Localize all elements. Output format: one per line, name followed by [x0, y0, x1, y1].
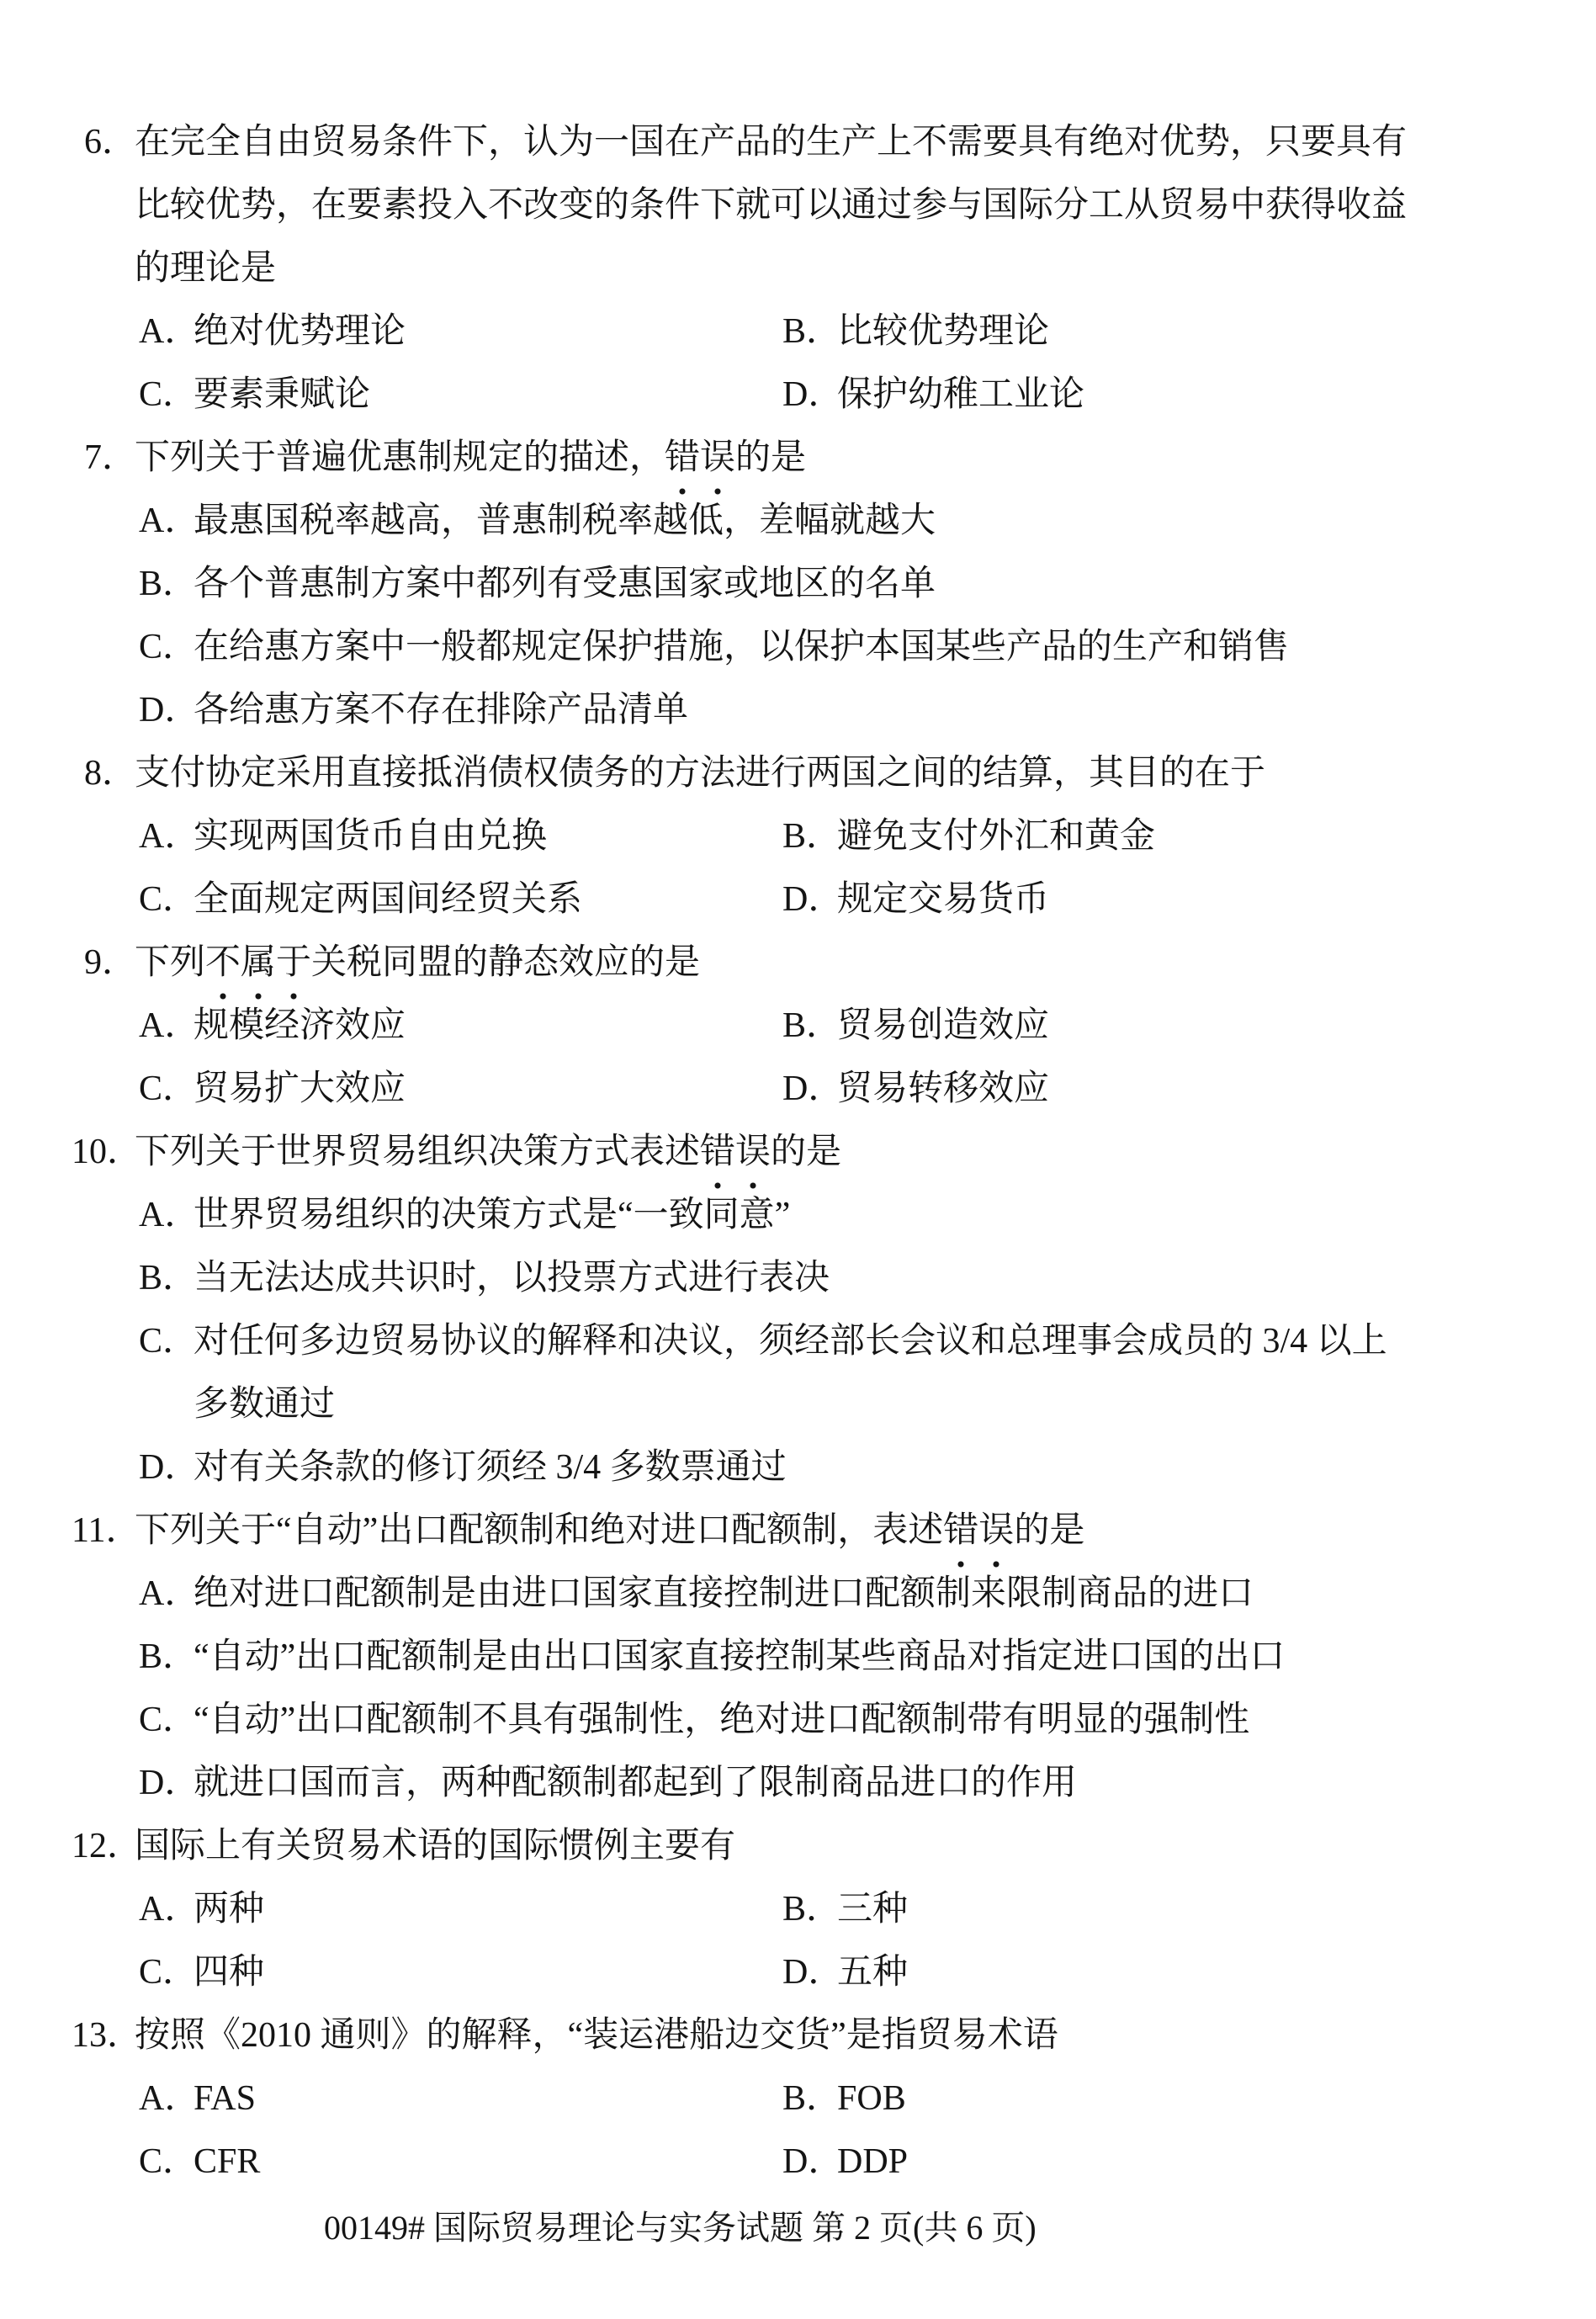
question-6-stem-line-1: [0, 111, 1596, 174]
option-text: 对任何多边贸易协议的解释和决议，须经部长会议和总理事会成员的 3/4 以上: [194, 1322, 1387, 1361]
option-letter: B．: [782, 817, 842, 856]
question-stem: 支付协定采用直接抵消债权债务的方法进行两国之间的结算，其目的在于: [135, 754, 1266, 793]
option-letter: C．: [139, 880, 199, 919]
question-11-option-c: [0, 1689, 1596, 1752]
option-text: 三种: [837, 1890, 909, 1929]
option-letter: C．: [139, 1701, 199, 1739]
option-text: DDP: [837, 2142, 909, 2181]
question-9-options-ab: [0, 995, 1596, 1058]
option-a: [139, 805, 782, 868]
question-10-option-a: [0, 1184, 1596, 1247]
question-number: 6．: [84, 123, 138, 162]
question-number: 11．: [72, 1511, 141, 1550]
emphasized-text: 不属于: [205, 943, 312, 982]
question-9: [0, 931, 1596, 1121]
question-11-stem: [0, 1499, 1596, 1563]
option-text: 四种: [194, 1953, 265, 1992]
question-number: 9．: [84, 943, 138, 982]
option-letter: A．: [139, 501, 200, 540]
option-text: FOB: [837, 2079, 906, 2118]
option-d: [782, 880, 1049, 919]
option-text: 对有关条款的修订须经 3/4 多数票通过: [194, 1448, 787, 1487]
question-7: [0, 427, 1596, 742]
option-letter: D．: [139, 1764, 200, 1802]
option-letter: D．: [139, 691, 200, 730]
option-text: 最惠国税率越高，普惠制税率越低，差幅就越大: [194, 501, 936, 540]
option-text: 贸易扩大效应: [194, 1069, 406, 1108]
option-a: [139, 2067, 782, 2131]
question-10-option-d: [0, 1436, 1596, 1499]
question-12: [0, 1815, 1596, 2004]
option-d: [782, 1953, 908, 1992]
question-6: [0, 111, 1596, 427]
option-text: “自动”出口配额制是由出口国家直接控制某些商品对指定进口国的出口: [194, 1637, 1286, 1676]
option-text: 规定交易货币: [837, 880, 1050, 919]
option-text: 保护幼稚工业论: [837, 375, 1085, 414]
question-number: 7．: [84, 438, 138, 477]
question-13-options-cd: [0, 2131, 1596, 2194]
option-text: 就进口国而言，两种配额制都起到了限制商品进口的作用: [194, 1764, 1078, 1802]
option-text: 在给惠方案中一般都规定保护措施，以保护本国某些产品的生产和销售: [194, 628, 1290, 666]
option-text: FAS: [194, 2079, 256, 2118]
option-text: 避免支付外汇和黄金: [837, 817, 1156, 856]
option-letter: C．: [139, 2142, 199, 2181]
option-letter: D．: [782, 375, 844, 414]
option-text: 贸易创造效应: [837, 1006, 1050, 1045]
option-letter: A．: [139, 2079, 200, 2118]
question-11-option-d: [0, 1752, 1596, 1815]
option-c: [139, 1058, 782, 1121]
emphasized-text: 错误: [700, 1133, 771, 1171]
question-stem: 下列关于普遍优惠制规定的描述，错误的是: [135, 438, 807, 477]
option-letter: C．: [139, 1953, 199, 1992]
option-d: [782, 375, 1084, 414]
option-letter: D．: [139, 1448, 200, 1487]
option-letter: D．: [782, 2142, 844, 2181]
question-8-options-cd: [0, 868, 1596, 931]
option-b: [782, 2079, 906, 2118]
question-number: 8．: [84, 754, 138, 793]
question-13-options-ab: [0, 2067, 1596, 2131]
option-text: 要素秉赋论: [194, 375, 371, 414]
option-text: 当无法达成共识时，以投票方式进行表决: [194, 1259, 830, 1297]
option-text: “自动”出口配额制不具有强制性，绝对进口配额制带有明显的强制性: [194, 1701, 1250, 1739]
option-text: 贸易转移效应: [837, 1069, 1050, 1108]
option-letter: B．: [782, 1006, 842, 1045]
question-7-option-b: [0, 553, 1596, 616]
option-d: [782, 1069, 1049, 1108]
option-letter: C．: [139, 628, 199, 666]
option-c: [139, 364, 782, 427]
option-letter: C．: [139, 375, 199, 414]
option-b: [782, 312, 1049, 351]
question-13-stem: [0, 2004, 1596, 2067]
option-letter: A．: [139, 1574, 200, 1613]
option-c: [139, 2131, 782, 2194]
option-text: 绝对进口配额制是由进口国家直接控制进口配额制来限制商品的进口: [194, 1574, 1254, 1613]
option-letter: D．: [782, 880, 844, 919]
option-letter: B．: [139, 1637, 199, 1676]
question-number: 10．: [72, 1133, 143, 1171]
option-letter: B．: [782, 2079, 842, 2118]
page-footer: 00149# 国际贸易理论与实务试题 第 2 页(共 6 页): [324, 2209, 1037, 2247]
option-letter: C．: [139, 1322, 199, 1361]
option-letter: B．: [782, 312, 842, 351]
question-6-options-ab: [0, 300, 1596, 364]
question-10-option-b: [0, 1247, 1596, 1310]
question-8: [0, 742, 1596, 931]
question-9-stem: [0, 931, 1596, 995]
question-stem: 按照《2010 通则》的解释，“装运港船边交货”是指贸易术语: [135, 2016, 1058, 2055]
option-d: [782, 2142, 908, 2181]
option-c: [139, 868, 782, 931]
question-11: [0, 1499, 1596, 1815]
option-letter: C．: [139, 1069, 199, 1108]
question-7-option-c: [0, 616, 1596, 679]
option-letter: A．: [139, 1196, 200, 1234]
question-6-stem-line-3: 的理论是: [135, 249, 277, 288]
question-10-stem: [0, 1121, 1596, 1184]
question-stem: 国际上有关贸易术语的国际惯例主要有: [135, 1827, 736, 1865]
question-6-options-cd: [0, 364, 1596, 427]
option-letter: A．: [139, 312, 200, 351]
option-a: [139, 1878, 782, 1941]
option-a: [139, 300, 782, 364]
question-stem: 下列关于世界贸易组织决策方式表述错误的是: [135, 1133, 842, 1171]
question-12-options-cd: [0, 1941, 1596, 2004]
question-10-option-c-line-2: 多数通过: [194, 1385, 336, 1424]
option-b: [782, 1890, 908, 1929]
option-text: 五种: [837, 1953, 909, 1992]
option-text: 规模经济效应: [194, 1006, 406, 1045]
question-10: [0, 1121, 1596, 1499]
option-text: 各给惠方案不存在排除产品清单: [194, 691, 689, 730]
question-stem: 下列不属于关税同盟的静态效应的是: [135, 943, 701, 982]
question-stem: 在完全自由贸易条件下，认为一国在产品的生产上不需要具有绝对优势，只要具有: [135, 123, 1408, 162]
option-text: CFR: [194, 2142, 261, 2181]
option-text: 各个普惠制方案中都列有受惠国家或地区的名单: [194, 565, 936, 603]
question-7-option-a: [0, 490, 1596, 553]
option-b: [782, 1006, 1049, 1045]
question-stem: 下列关于“自动”出口配额制和绝对进口配额制，表述错误的是: [135, 1511, 1085, 1550]
exam-body: [0, 111, 1596, 2194]
option-b: [782, 817, 1155, 856]
option-letter: B．: [782, 1890, 842, 1929]
option-c: [139, 1941, 782, 2004]
option-letter: A．: [139, 817, 200, 856]
option-text: 绝对优势理论: [194, 312, 406, 351]
question-number: 13．: [72, 2016, 143, 2055]
option-text: 两种: [194, 1890, 265, 1929]
emphasized-text: 错误: [665, 438, 736, 477]
question-7-stem: [0, 427, 1596, 490]
question-12-stem: [0, 1815, 1596, 1878]
option-letter: D．: [782, 1069, 844, 1108]
option-letter: A．: [139, 1890, 200, 1929]
option-text: 比较优势理论: [837, 312, 1050, 351]
option-text: 实现两国货币自由兑换: [194, 817, 548, 856]
question-6-stem-line-2: 比较优势，在要素投入不改变的条件下就可以通过参与国际分工从贸易中获得收益: [135, 186, 1408, 225]
option-letter: A．: [139, 1006, 200, 1045]
option-letter: B．: [139, 565, 199, 603]
option-letter: B．: [139, 1259, 199, 1297]
option-text: 世界贸易组织的决策方式是“一致同意”: [194, 1196, 791, 1234]
question-13: [0, 2004, 1596, 2194]
question-11-option-a: [0, 1563, 1596, 1626]
question-number: 12．: [72, 1827, 143, 1865]
question-11-option-b: [0, 1626, 1596, 1689]
question-8-stem: [0, 742, 1596, 805]
question-10-option-c-line-1: [0, 1310, 1596, 1373]
option-a: [139, 995, 782, 1058]
option-text: 全面规定两国间经贸关系: [194, 880, 583, 919]
option-letter: D．: [782, 1953, 844, 1992]
question-8-options-ab: [0, 805, 1596, 868]
question-9-options-cd: [0, 1058, 1596, 1121]
question-7-option-d: [0, 679, 1596, 742]
emphasized-text: 错误: [943, 1511, 1015, 1550]
question-12-options-ab: [0, 1878, 1596, 1941]
